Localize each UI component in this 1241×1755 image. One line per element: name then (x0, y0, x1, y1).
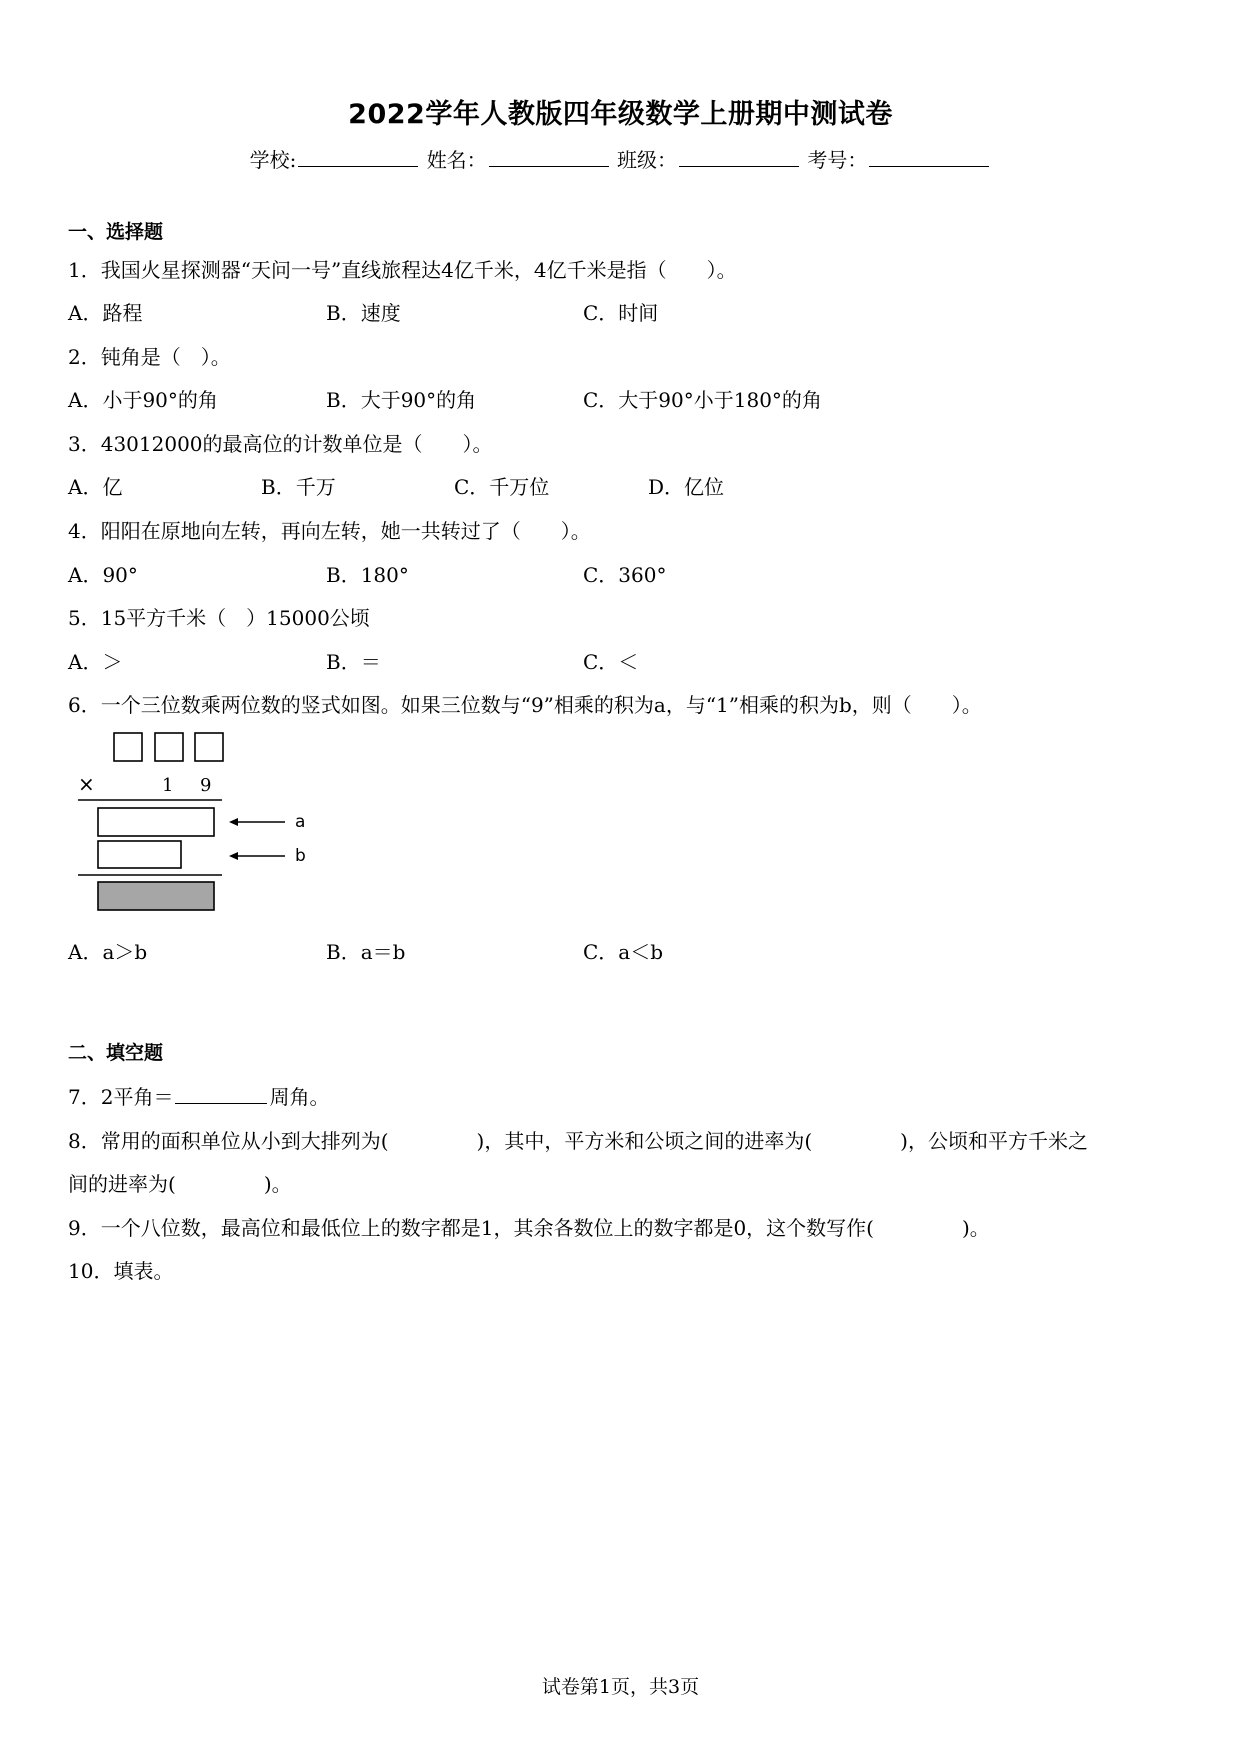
digit-box-hundreds (114, 733, 142, 761)
arrow-a-head (229, 818, 238, 826)
page-title: 2022学年人教版四年级数学上册期中测试卷 (348, 99, 893, 130)
q3-option-a[interactable]: A．亿 (68, 475, 123, 499)
q7-answer-blank[interactable] (175, 1085, 267, 1104)
q7-prefix: 7．2平角＝ (68, 1085, 174, 1109)
q5-option-c[interactable]: C．＜ (583, 650, 639, 674)
q3-option-c[interactable]: C．千万位 (454, 475, 550, 499)
question-1: 1．我国火星探测器“天问一号”直线旅程达4亿千米，4亿千米是指（ ）。 (68, 258, 737, 282)
question-6: 6．一个三位数乘两位数的竖式如图。如果三位数与“9”相乘的积为a，与“1”相乘的积为b，则（ ）。 (68, 693, 982, 717)
q1-option-a[interactable]: A．路程 (68, 301, 143, 325)
q6-option-c[interactable]: C．a＜b (583, 940, 664, 964)
q9-part1: 9．一个八位数，最高位和最低位上的数字都是1，其余各数位上的数字都是0，这个数写作( (68, 1216, 874, 1240)
q1-option-b[interactable]: B．速度 (326, 301, 401, 325)
school-label: 学校: (249, 148, 297, 172)
q8-part3: )，公顷和平方千米之 (900, 1129, 1088, 1153)
student-info-line (0, 144, 1241, 173)
multiplication-figure (70, 725, 330, 920)
exam-no-blank[interactable] (869, 148, 989, 167)
label-b: b (295, 846, 306, 866)
name-label: 姓名： (426, 148, 487, 172)
q8-part1: 8．常用的面积单位从小到大排列为( (68, 1129, 389, 1153)
q2-option-c[interactable]: C．大于90°小于180°的角 (583, 388, 822, 412)
question-5: 5．15平方千米（ ）15000公顷 (68, 606, 370, 630)
question-10: 10．填表。 (68, 1259, 174, 1283)
question-4: 4．阳阳在原地向左转，再向左转，她一共转过了（ ）。 (68, 519, 591, 543)
q2-option-b[interactable]: B．大于90°的角 (326, 388, 477, 412)
q4-option-a[interactable]: A．90° (68, 563, 138, 587)
q6-option-a[interactable]: A．a＞b (68, 940, 148, 964)
question-8-line1 (68, 1125, 1088, 1154)
q5-option-b[interactable]: B．＝ (326, 650, 381, 674)
digit-box-ones (195, 733, 223, 761)
partial-product-a-box (98, 808, 214, 836)
label-a: a (295, 812, 306, 832)
arrow-b-head (229, 852, 238, 860)
q6-option-b[interactable]: B．a＝b (326, 940, 406, 964)
class-label: 班级： (617, 148, 678, 172)
question-2: 2．钝角是（ ）。 (68, 345, 231, 369)
final-product-box (98, 882, 214, 910)
exam-no-label: 考号： (807, 148, 868, 172)
q9-part2: )。 (961, 1216, 990, 1240)
multiplier-digit-9: 9 (200, 775, 212, 796)
q1-option-c[interactable]: C．时间 (583, 301, 659, 325)
question-3: 3．43012000的最高位的计数单位是（ ）。 (68, 432, 493, 456)
q4-option-c[interactable]: C．360° (583, 563, 667, 587)
multiplier-digit-1: 1 (162, 775, 174, 796)
question-8-line2 (68, 1168, 292, 1197)
school-blank[interactable] (298, 148, 418, 167)
partial-product-b-box (98, 841, 181, 868)
q7-suffix: 周角。 (269, 1085, 330, 1109)
digit-box-tens (155, 733, 183, 761)
question-9 (68, 1212, 990, 1241)
section-heading-fill: 二、填空题 (68, 1042, 164, 1064)
section-heading-choice: 一、选择题 (68, 221, 164, 243)
name-blank[interactable] (489, 148, 609, 167)
q5-option-a[interactable]: A．＞ (68, 650, 123, 674)
class-blank[interactable] (679, 148, 799, 167)
q3-option-d[interactable]: D．亿位 (648, 475, 725, 499)
q4-option-b[interactable]: B．180° (326, 563, 409, 587)
q8-part2: )，其中，平方米和公顷之间的进率为( (476, 1129, 813, 1153)
q8-part4: 间的进率为( (68, 1172, 176, 1196)
times-sign: × (78, 772, 95, 796)
q2-option-a[interactable]: A．小于90°的角 (68, 388, 218, 412)
q3-option-b[interactable]: B．千万 (261, 475, 336, 499)
page-footer: 试卷第1页，共3页 (541, 1676, 700, 1698)
question-7 (68, 1081, 329, 1110)
q8-part5: )。 (263, 1172, 292, 1196)
